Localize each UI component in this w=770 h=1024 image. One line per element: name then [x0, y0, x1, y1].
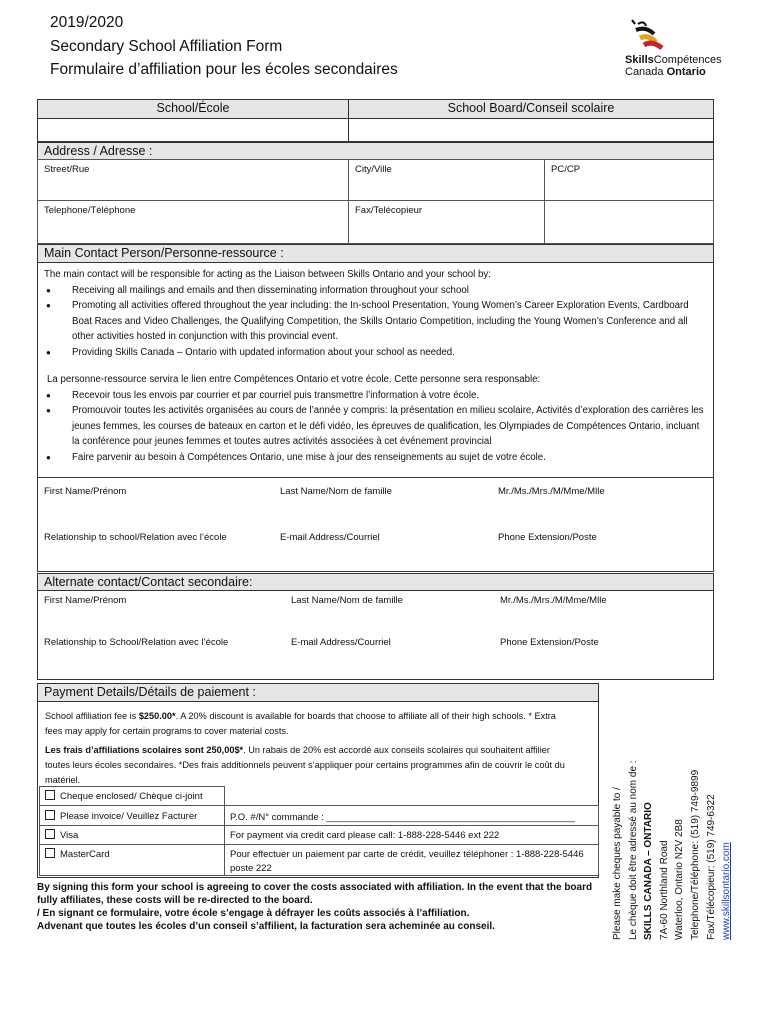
form-title-fr: Formulaire d’affiliation pour les écoles secondaires [50, 61, 398, 78]
school-header: School/École [37, 99, 349, 119]
cheque-option[interactable]: Cheque enclosed/ Chèque ci-joint [39, 786, 225, 806]
checkbox-icon[interactable] [45, 829, 55, 839]
form-year: 2019/2020 [50, 14, 124, 31]
mastercard-detail: Pour effectuer un paiement par carte de crédit, veuillez téléphoner : 1-888-228-5446 poste 222 [224, 844, 599, 876]
fax-field[interactable]: Fax/Telécopieur [348, 200, 545, 244]
school-board-header: School Board/Conseil scolaire [348, 99, 714, 119]
alt-first-name-label: First Name/Prénom [44, 595, 127, 606]
main-contact-fields[interactable] [37, 477, 714, 572]
relationship-label: Relationship to school/Relation avec l’école [44, 532, 227, 543]
telephone-field[interactable]: Telephone/Téléphone [37, 200, 349, 244]
payment-title: Payment Details/Détails de paiement : [37, 683, 599, 702]
invoice-option[interactable]: Please invoice/ Veuillez Facturer [39, 805, 225, 826]
signing-notice: By signing this form your school is agreeing to cover the costs associated with affiliation. In the event that the board fully affiliates, these costs will be re-directed to the board. / En signant ce formulaire, votre école s’engage à défrayer les coûts associés à l’affiliation. Advenant que toutes les écoles d’un conseil s’affilient, la facturation sera acheminée au conseil. [37, 882, 593, 932]
website-link[interactable]: www.skillsontario.com [721, 842, 733, 940]
school-input[interactable] [37, 118, 349, 142]
payment-fee-text: School affiliation fee is $250.00*. A 20% discount is available for boards that choose to affiliate all of their high schools. * Extra fees may apply for certain programs to cover material costs. Les frais d’affiliations scolaires sont 250,00$*. Un rabais de 20% est accordé aux conseils scolaires qui souhaitent affilier toutes leurs écoles secondaires. *Des frais additionnels peuvent s’appliquer pour certains programmes afin de couvrir le coût du matériel. [45, 711, 565, 785]
form-title-en: Secondary School Affiliation Form [50, 38, 283, 55]
address-empty-cell [544, 200, 714, 244]
salutation-label: Mr./Ms./Mrs./M/Mme/Mlle [498, 486, 605, 497]
postal-code-field[interactable]: PC/CP [544, 159, 714, 201]
email-label: E-mail Address/Courriel [280, 532, 380, 543]
main-contact-description: The main contact will be responsible for acting as the Liaison between Skills Ontario and your school by: ● Receiving all mailings and emails and then disseminating information throughout your school ● Promoting all activities offered throughout the year including: the In-school Presentation, Young Women’s Career Exploration Events, Cardboard Boat Races and Video Challenges, the Qualifying Competition, the Skills Ontario Competition, including the Young Women’s Conference and all other activities hosted in conjunction with this provincial event. ● Providing Skills Canada – Ontario with updated information about your school as needed. La personne-ressource servira le lien entre Compétences Ontario et votre école. Cette personne sera responsable: ● Recevoir tous les envois par courrier et par courriel puis transmettre l’information à votre école. ● Promouvoir toutes les activités organisées au cours de l’année y compris: la présentation en milieu scolaire, Activités d’exploration des carrières les jeunes femmes, les courses de bateaux en carton et le défi vidéo, les épreuves de qualification, les Olympiades de Compétences Ontario, incluant la conférence pour jeunes femmes et toutes autres activités associées à cet événement provincial ● Faire parvenir au besoin à Compétences Ontario, une mise à jour des renseignements au sujet de votre école. [37, 262, 714, 478]
first-name-label: First Name/Prénom [44, 486, 127, 497]
city-field[interactable]: City/Ville [348, 159, 545, 201]
mastercard-option[interactable]: MasterCard [39, 844, 225, 876]
visa-detail: For payment via credit card please call: 1-888-228-5446 ext 222 [224, 825, 599, 845]
alternate-contact-fields[interactable] [37, 590, 714, 680]
po-number-field[interactable]: P.O. #/N° commande : _______________________________________________ [224, 805, 599, 826]
last-name-label: Last Name/Nom de famille [280, 486, 392, 497]
alt-salutation-label: Mr./Ms./Mrs./M/Mme/Mlle [500, 595, 607, 606]
address-section-title: Address / Adresse : [37, 142, 714, 160]
alt-relationship-label: Relationship to School/Relation avec l’école [44, 637, 229, 648]
main-contact-title: Main Contact Person/Personne-ressource : [37, 244, 714, 263]
checkbox-icon[interactable] [45, 790, 55, 800]
visa-option[interactable]: Visa [39, 825, 225, 845]
phone-extension-label: Phone Extension/Poste [498, 532, 597, 543]
alt-email-label: E-mail Address/Courriel [291, 637, 391, 648]
cheque-payable-sidebar: Please make cheques payable to / Le chèque doit être adressé au nom de : SKILLS CANADA – ONTARIO 7A-60 Northland Road Waterloo, Ontario N2V 2B8 Telephone/Téléphone: (519) 749-9899 Fax/Télécopieur: (519) 749-6322 www.skillsontario.com [612, 760, 733, 940]
street-field[interactable]: Street/Rue [37, 159, 349, 201]
alt-phone-extension-label: Phone Extension/Poste [500, 637, 599, 648]
logo-figure-icon [626, 18, 666, 54]
checkbox-icon[interactable] [45, 848, 55, 858]
alternate-contact-title: Alternate contact/Contact secondaire: [37, 573, 714, 591]
checkbox-icon[interactable] [45, 810, 55, 820]
school-board-input[interactable] [348, 118, 714, 142]
skills-ontario-logo: SkillsCompétences Canada Ontario [622, 18, 732, 78]
alt-last-name-label: Last Name/Nom de famille [291, 595, 403, 606]
